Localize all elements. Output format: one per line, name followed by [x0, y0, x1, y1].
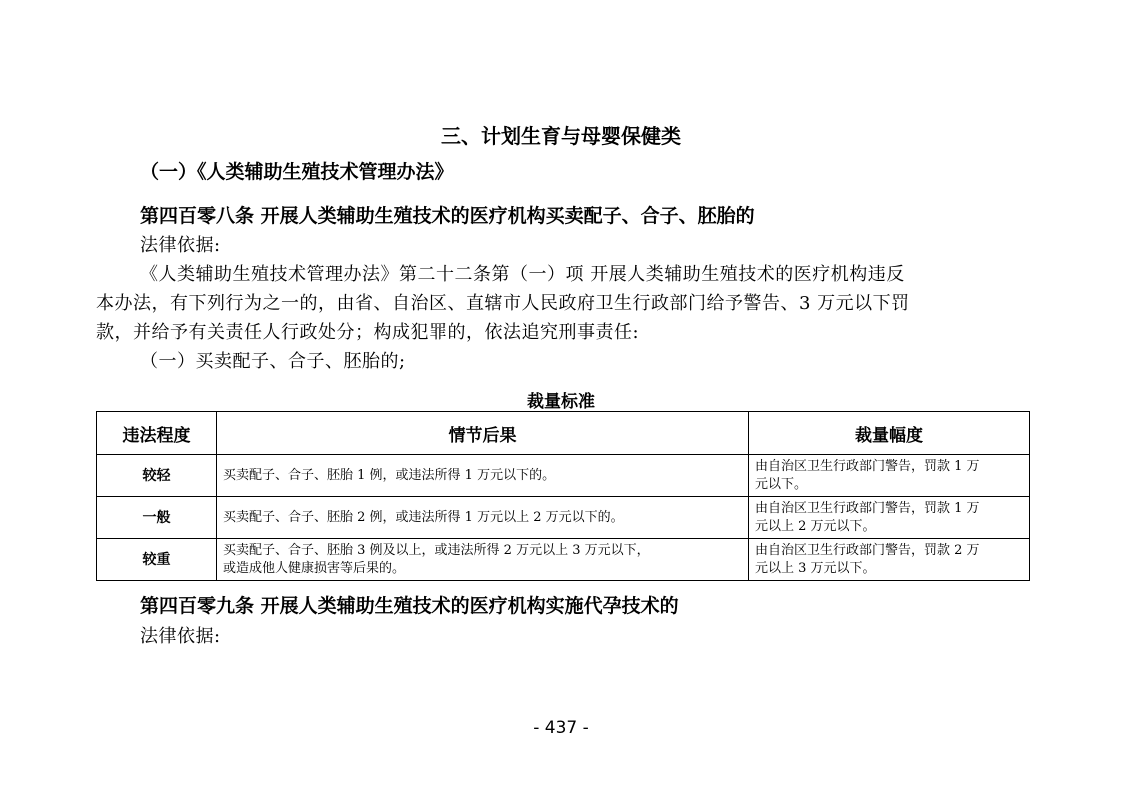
row-penalty-line-2: 元以下。 [755, 476, 808, 492]
table-row [97, 497, 1030, 539]
article-408-basis-line-3: 款，并给予有关责任人行政处分；构成犯罪的，依法追究刑事责任: [96, 322, 640, 343]
row-circumstance-line-2: 或造成他人健康损害等后果的。 [223, 560, 406, 576]
table-header-row [97, 412, 1030, 455]
row-circumstance: 买卖配子、合子、胚胎 1 例，或违法所得 1 万元以下的。 [217, 455, 749, 497]
table-caption: 裁量标准 [527, 392, 595, 412]
table-row [97, 539, 1030, 581]
article-408-basis-label: 法律依据: [140, 235, 221, 256]
header-violation-level: 违法程度 [97, 412, 217, 455]
row-penalty-line-2: 元以上 3 万元以下。 [755, 560, 876, 576]
header-penalty-range: 裁量幅度 [749, 412, 1030, 455]
row-level: 较重 [97, 539, 217, 581]
header-circumstance: 情节后果 [217, 412, 749, 455]
row-penalty [749, 539, 1030, 581]
page-number: - 437 - [533, 718, 589, 738]
article-408-item-1: （一）买卖配子、合子、胚胎的; [140, 351, 406, 372]
row-penalty-line-1: 由自治区卫生行政部门警告，罚款 1 万 [755, 458, 980, 474]
row-circumstance: 买卖配子、合子、胚胎 2 例，或违法所得 1 万元以上 2 万元以下的。 [217, 497, 749, 539]
article-409-basis-label: 法律依据: [140, 626, 221, 647]
row-level: 较轻 [97, 455, 217, 497]
row-penalty [749, 497, 1030, 539]
article-409-title: 第四百零九条 开展人类辅助生殖技术的医疗机构实施代孕技术的 [140, 595, 679, 617]
article-408-title: 第四百零八条 开展人类辅助生殖技术的医疗机构买卖配子、合子、胚胎的 [140, 205, 755, 227]
table-row [97, 455, 1030, 497]
row-penalty-line-1: 由自治区卫生行政部门警告，罚款 2 万 [755, 542, 980, 558]
section-title: 三、计划生育与母婴保健类 [441, 124, 681, 148]
row-level: 一般 [97, 497, 217, 539]
subsection-title: （一）《人类辅助生殖技术管理办法》 [140, 161, 454, 183]
row-penalty-line-1: 由自治区卫生行政部门警告，罚款 1 万 [755, 500, 980, 516]
row-circumstance-line-1: 买卖配子、合子、胚胎 3 例及以上，或违法所得 2 万元以上 3 万元以下， [223, 542, 650, 558]
discretion-standard-table [96, 411, 1030, 581]
article-408-basis-line-2: 本办法，有下列行为之一的，由省、自治区、直辖市人民政府卫生行政部门给予警告、3 万元以下罚 [96, 293, 910, 314]
article-408-basis-line-1: 《人类辅助生殖技术管理办法》第二十二条第（一）项 开展人类辅助生殖技术的医疗机构违反 [140, 264, 905, 285]
row-penalty [749, 455, 1030, 497]
row-penalty-line-2: 元以上 2 万元以下。 [755, 518, 876, 534]
row-circumstance [217, 539, 749, 581]
